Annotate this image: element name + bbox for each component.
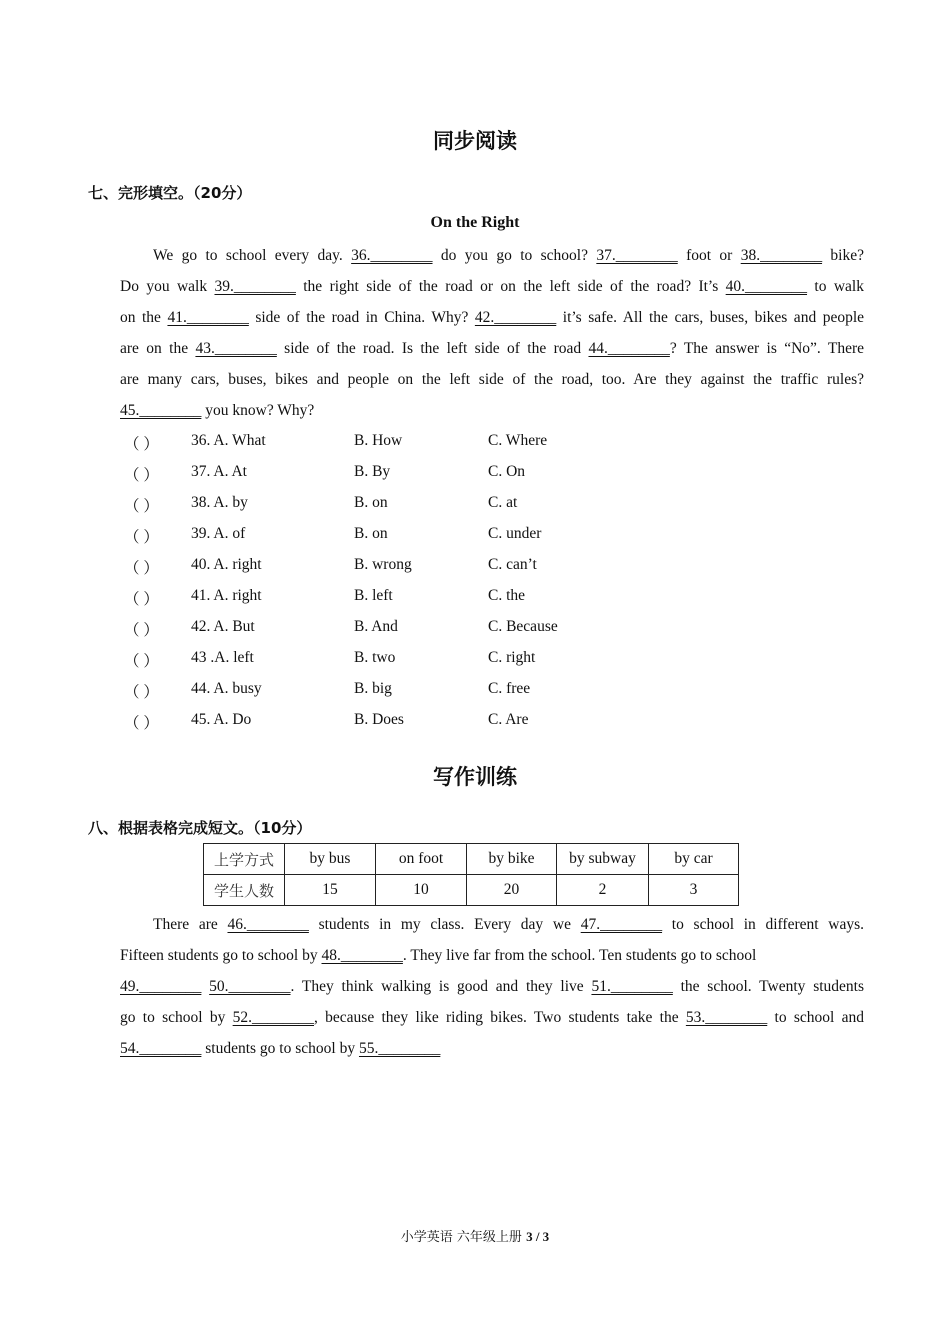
answer-blank[interactable]: 45.________ [120, 402, 202, 419]
table-cell: 15 [285, 875, 376, 906]
answer-blank[interactable]: 36.________ [351, 247, 433, 264]
option-a: 42. A. But [191, 618, 255, 635]
passage-text: do you go to school? [432, 247, 597, 264]
answer-blank[interactable]: 48.________ [321, 947, 403, 964]
passage-text: . They live far from the school. Ten students go to school [402, 947, 757, 964]
option-c: C. Are [488, 711, 529, 728]
answer-blank[interactable]: 46.________ [227, 916, 309, 933]
passage-text: go to school by [120, 1009, 233, 1026]
answer-paren[interactable]: （ ） [124, 591, 159, 608]
passage-text: on the [120, 309, 168, 326]
passage-line [120, 971, 864, 1002]
answer-blank[interactable]: 47.________ [580, 916, 663, 933]
option-b: B. wrong [354, 556, 412, 573]
passage-line [120, 364, 864, 395]
passage-text: are on the [120, 340, 196, 357]
passage-line [120, 1033, 864, 1064]
transport-table [203, 843, 739, 906]
passage-line [120, 940, 864, 971]
answer-paren[interactable]: （ ） [124, 529, 159, 546]
table-header-cell: by bus [285, 844, 376, 875]
page-footer [0, 1226, 950, 1245]
option-c: C. the [488, 587, 526, 604]
option-a: 38. A. by [191, 494, 248, 511]
answer-blank[interactable]: 43.________ [195, 340, 277, 357]
passage-text: side of the road. Is the left side of the road [276, 340, 589, 357]
option-a: 40. A. right [191, 556, 262, 573]
table-cell: 2 [557, 875, 649, 906]
answer-paren[interactable]: （ ） [124, 622, 159, 639]
answer-blank[interactable]: 39.________ [214, 278, 296, 295]
option-c: C. can’t [488, 556, 537, 573]
option-c: C. right [488, 649, 536, 666]
answer-blank[interactable]: 44.________ [588, 340, 670, 357]
answer-blank[interactable]: 51.________ [591, 978, 673, 995]
table-header-cell: by bike [467, 844, 557, 875]
passage-line [120, 240, 864, 271]
passage-text: students in my class. Every day we [308, 916, 581, 933]
option-a: 41. A. right [191, 587, 262, 604]
table-header-cell: by subway [557, 844, 649, 875]
answer-paren[interactable]: （ ） [124, 436, 159, 453]
answer-paren[interactable]: （ ） [124, 715, 159, 732]
option-c: C. Because [488, 618, 558, 635]
passage-text: to school and [767, 1009, 864, 1026]
passage-text: ? The answer is “No”. There [669, 340, 865, 357]
writing-passage [120, 909, 864, 1064]
answer-blank[interactable]: 37.________ [596, 247, 678, 264]
option-c: C. On [488, 463, 526, 480]
answer-blank[interactable]: 49.________ [120, 978, 202, 995]
passage-line [120, 395, 864, 426]
passage-text: , because they like riding bikes. Two students take the [314, 1009, 686, 1026]
option-b: B. two [354, 649, 396, 666]
answer-paren[interactable]: （ ） [124, 684, 159, 701]
table-row [204, 844, 739, 875]
passage-text: the school. Twenty students [672, 978, 864, 995]
table-row [204, 875, 739, 906]
cloze-question-heading: 七、完形填空。（20分） [88, 184, 252, 202]
passage-text: . They think walking is good and they live [290, 978, 592, 995]
passage-text: foot or [677, 247, 741, 264]
option-b: B. Does [354, 711, 404, 728]
option-a: 36. A. What [191, 432, 266, 449]
passage-line [120, 302, 864, 333]
table-cell: 20 [467, 875, 557, 906]
passage-title: On the Right [430, 214, 520, 231]
answer-blank[interactable]: 55.________ [358, 1040, 441, 1057]
table-header-cell: on foot [376, 844, 467, 875]
passage-text: There are [153, 916, 228, 933]
passage-text: Do you walk [120, 278, 215, 295]
option-a: 44. A. busy [191, 680, 262, 697]
option-b: B. And [354, 618, 398, 635]
table-header-cell: by car [649, 844, 739, 875]
answer-paren[interactable]: （ ） [124, 498, 159, 515]
passage-line [120, 271, 864, 302]
passage-text: students go to school by [201, 1040, 359, 1057]
passage-line [120, 1002, 864, 1033]
table-cell: 10 [376, 875, 467, 906]
option-a: 39. A. of [191, 525, 246, 542]
option-b: B. By [354, 463, 391, 480]
passage-text: bike? [822, 247, 864, 264]
table-cell: 学生人数 [204, 875, 285, 906]
option-b: B. on [354, 525, 388, 542]
passage-text: side of the road in China. Why? [248, 309, 475, 326]
option-c: C. at [488, 494, 518, 511]
option-b: B. big [354, 680, 392, 697]
passage-text: the right side of the road or on the left side of the road? It’s [295, 278, 726, 295]
table-cell: 3 [649, 875, 739, 906]
table-header-cell: 上学方式 [204, 844, 285, 875]
passage-text: are many cars, buses, bikes and people on the left side of the road, too. Are they against the traffic rules? [120, 371, 864, 388]
answer-blank[interactable]: 40.________ [725, 278, 808, 295]
answer-blank[interactable]: 38.________ [740, 247, 823, 264]
passage-text: to school in different ways. [662, 916, 865, 933]
answer-blank[interactable]: 53.________ [685, 1009, 768, 1026]
option-a: 45. A. Do [191, 711, 252, 728]
option-b: B. How [354, 432, 403, 449]
answer-blank[interactable]: 42.________ [474, 309, 557, 326]
table-question-heading: 八、根据表格完成短文。（10分） [88, 819, 312, 837]
footer-text: 小学英语 六年级上册 [400, 1230, 527, 1245]
option-c: C. Where [488, 432, 548, 449]
passage-text: to walk [807, 278, 864, 295]
passage-text [201, 978, 209, 995]
option-c: C. free [488, 680, 531, 697]
answer-blank[interactable]: 50.________ [209, 978, 291, 995]
passage-line [120, 333, 864, 364]
option-b: B. on [354, 494, 388, 511]
passage-text: you know? Why? [201, 402, 315, 419]
passage-text: it’s safe. All the cars, buses, bikes and people [556, 309, 865, 326]
option-a: 43 .A. left [191, 649, 254, 666]
writing-section-title: 写作训练 [433, 765, 517, 789]
answer-paren[interactable]: （ ） [124, 653, 159, 670]
page-number: 3 / 3 [526, 1229, 550, 1244]
answer-paren[interactable]: （ ） [124, 467, 159, 484]
reading-section-title: 同步阅读 [433, 129, 517, 153]
answer-paren[interactable]: （ ） [124, 560, 159, 577]
passage-text: Fifteen students go to school by [120, 947, 322, 964]
answer-blank[interactable]: 52.________ [232, 1009, 315, 1026]
option-b: B. left [354, 587, 393, 604]
answer-blank[interactable]: 54.________ [120, 1040, 202, 1057]
passage-line [120, 909, 864, 940]
answer-blank[interactable]: 41.________ [167, 309, 249, 326]
cloze-passage [120, 240, 864, 426]
passage-text: We go to school every day. [153, 247, 352, 264]
option-c: C. under [488, 525, 542, 542]
option-a: 37. A. At [191, 463, 247, 480]
